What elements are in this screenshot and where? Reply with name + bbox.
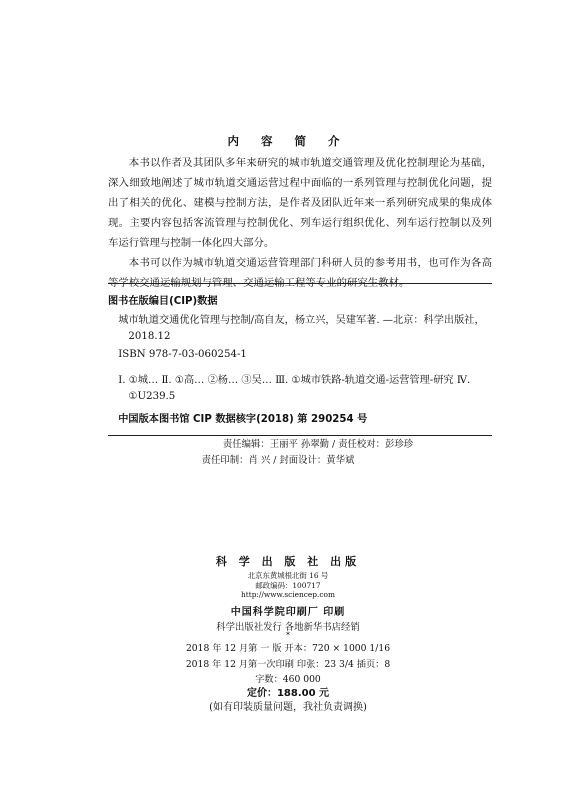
printer-name: 中国科学院印刷厂 印刷 [230,607,346,618]
cip-classification: Ⅰ. ①城… Ⅱ. ①高… ②杨… ③吴… Ⅲ. ①城市铁路-轨道交通-运营管理-研究 Ⅳ. ①U239.5 [118,375,471,402]
cip-isbn: ISBN 978-7-03-060254-1 [118,349,247,360]
staff-line-2: 责任印制：肖 兴 / 封面设计：黄华斌 [201,455,355,466]
publisher-name: 科 学 出 版 社 出版 [215,555,361,568]
publisher-address: 北京东黄城根北街 16 号 [247,571,329,580]
cip-record-number: 中国版本图书馆 CIP 数据核字(2018) 第 290254 号 [118,414,368,425]
intro-body [108,153,492,293]
intro-paragraph-1: 本书以作者及其团队多年来研究的城市轨道交通管理及优化控制理论为基础，深入细致地阐述了城市轨道交通运营过程中面临的一系列管理与控制优化问题，提出了相关的优化、建模与控制方法，是作者及团队近年来一系列研究成果的集成体现。主要内容包括客流管理与控制优化、列车运行组织优化、列车运行控制以及列车运行管理与控制一体化四大部分。 [108,157,492,249]
return-note: (如有印装质量问题，我社负责调换) [209,702,367,713]
edition-line: 2018 年 12 月第 一 版 开本：720 × 1000 1/16 [185,643,391,654]
separator-star: * [286,631,290,640]
staff-line-1: 责任编辑：王丽平 孙翠勤 / 责任校对：彭珍珍 [222,439,414,450]
publisher-url: http://www.sciencep.com [241,590,335,599]
publisher-postcode: 邮政编码：100717 [255,581,321,590]
divider-top [108,283,492,284]
intro-title: 内 容 简 介 [227,134,349,148]
intro-paragraph-2: 本书可以作为城市轨道交通运营管理部门科研人员的参考用书，也可作为各高等学校交通运输规划与管理、交通运输工程等专业的研究生教材。 [108,257,492,289]
print-line: 2018 年 12 月第一次印刷 印张：23 3/4 插页：8 [185,659,391,670]
distribution-line: 科学出版社发行 各地新华书店经销 [216,622,360,633]
word-count: 字数：460 000 [255,674,321,685]
price: 定价：188.00 元 [246,688,330,699]
cip-main-entry: 城市轨道交通优化管理与控制/高自友，杨立兴，吴建军著. —北京：科学出版社，2018.12 [118,315,485,342]
cip-heading: 图书在版编目(CIP)数据 [108,296,218,307]
